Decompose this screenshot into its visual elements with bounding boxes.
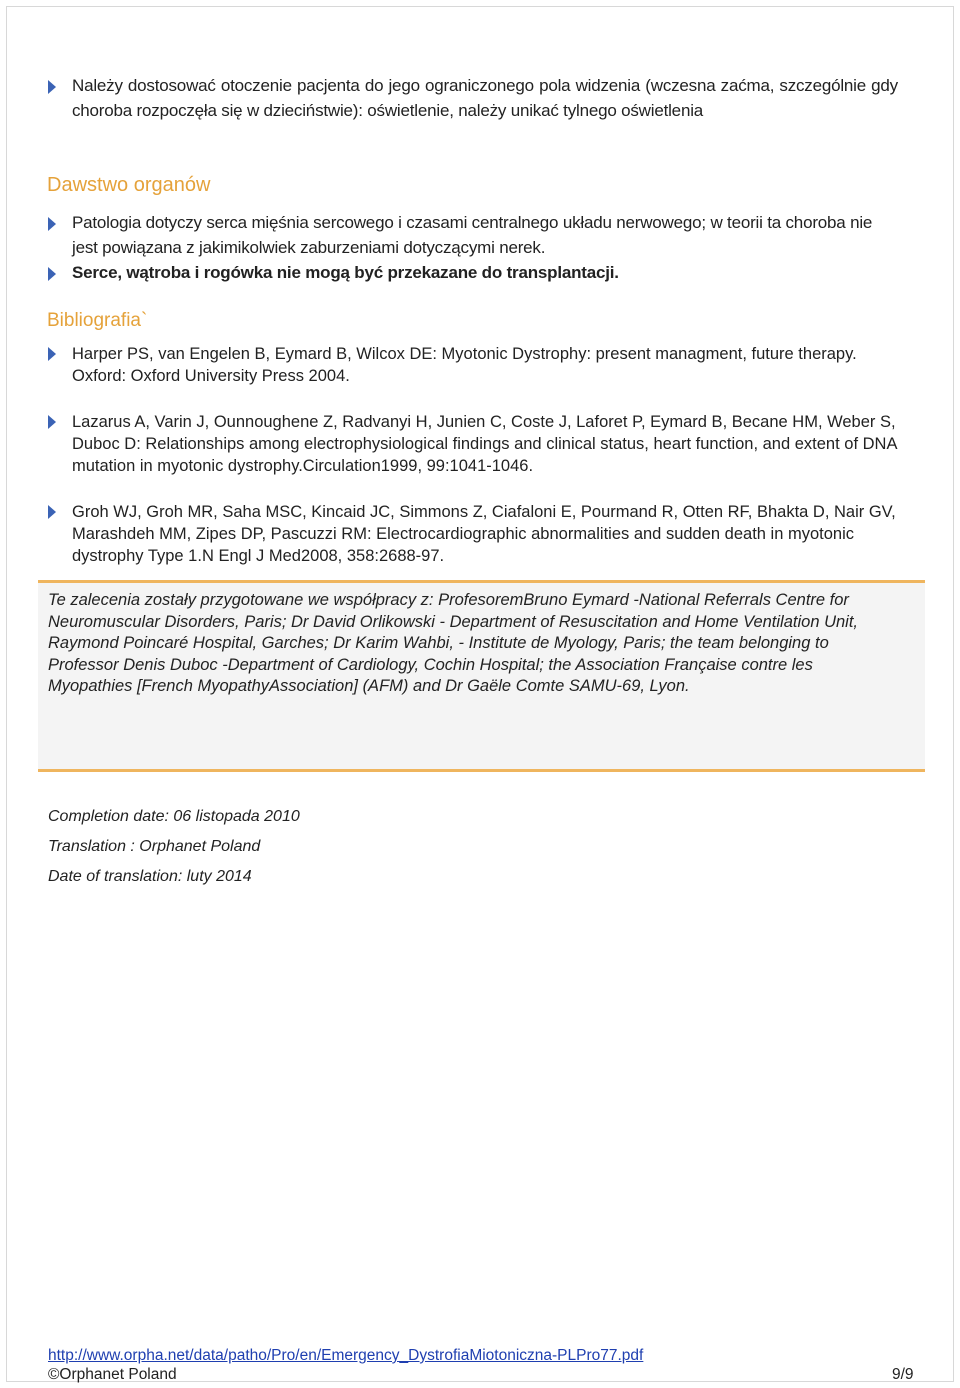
bibliography-item-text: Lazarus A, Varin J, Ounnoughene Z, Radvanyi H, Junien C, Coste J, Laforet P, Eymard B, Becane HM, Weber S, Duboc D: Relationships among electrophysiological findings and clinical status, heart function, and extent of DNA mutation in myotonic dystrophy.Circulation1999, 99:1041-1046.: [72, 413, 897, 475]
bibliography-item: [48, 501, 898, 567]
acknowledgement-box: [38, 580, 925, 772]
page-number: 9/9: [892, 1366, 914, 1383]
donation-bullet: [48, 211, 898, 260]
bibliography-item-text: Groh WJ, Groh MR, Saha MSC, Kincaid JC, Simmons Z, Ciafaloni E, Pourmand R, Otten RF, Bhakta D, Nair GV, Marashdeh MM, Zipes DP, Pascuzzi RM: Electrocardiographic abnormalities and sudden death in myotonic dystrophy Type 1.N Engl J Med2008, 358:2688-97.: [72, 503, 896, 565]
bullet-arrow-icon: [48, 415, 56, 429]
donation-bullet-text: Serce, wątroba i rogówka nie mogą być przekazane do transplantacji.: [72, 263, 619, 282]
section-heading-bibliography: Bibliografia`: [47, 310, 148, 331]
translation-credit: Translation : Orphanet Poland: [48, 838, 261, 855]
bibliography-item: [48, 411, 898, 477]
translation-date: Date of translation: luty 2014: [48, 868, 252, 885]
bibliography-item-text: Harper PS, van Engelen B, Eymard B, Wilcox DE: Myotonic Dystrophy: present managment, future therapy. Oxford: Oxford University Press 2004.: [72, 345, 857, 385]
donation-bullet-text: Patologia dotyczy serca mięśnia sercowego i czasami centralnego układu nerwowego; w teorii ta choroba nie jest powiązana z jakimikolwiek zaburzeniami dotyczącymi nerek.: [72, 213, 873, 257]
completion-date: Completion date: 06 listopada 2010: [48, 808, 300, 825]
bullet-arrow-icon: [48, 505, 56, 519]
intro-bullet: [48, 74, 898, 123]
bullet-arrow-icon: [48, 347, 56, 361]
footer-pdf-link[interactable]: http://www.orpha.net/data/patho/Pro/en/Emergency_DystrofiaMiotoniczna-PLPro77.pdf: [48, 1347, 644, 1364]
donation-bullet: [48, 261, 898, 286]
bullet-arrow-icon: [48, 217, 56, 231]
intro-bullet-text: Należy dostosować otoczenie pacjenta do jego ograniczonego pola widzenia (wczesna zaćma, szczególnie gdy choroba rozpoczęła się w dzieciństwie): oświetlenie, należy unikać tylnego oświetlenia: [72, 76, 898, 120]
footer-copyright: ©Orphanet Poland: [48, 1366, 177, 1383]
section-heading-donation: Dawstwo organów: [47, 174, 211, 196]
bibliography-item: [48, 343, 898, 387]
bullet-arrow-icon: [48, 267, 56, 281]
bullet-arrow-icon: [48, 80, 56, 94]
acknowledgement-text: Te zalecenia zostały przygotowane we współpracy z: ProfesoremBruno Eymard -National Referrals Centre for Neuromuscular Disorders, Paris; Dr David Orlikowski - Department of Resuscitation and Home Ventilation Unit, Raymond Poincaré Hospital, Garches; Dr Karim Wahbi, - Institute de Myology, Paris; the team belonging to Professor Denis Duboc -Department of Cardiology, Cochin Hospital; the Association Française contre les Myopathies [French MyopathyAssociation] (AFM) and Dr Gaële Comte SAMU-69, Lyon.: [48, 591, 859, 696]
